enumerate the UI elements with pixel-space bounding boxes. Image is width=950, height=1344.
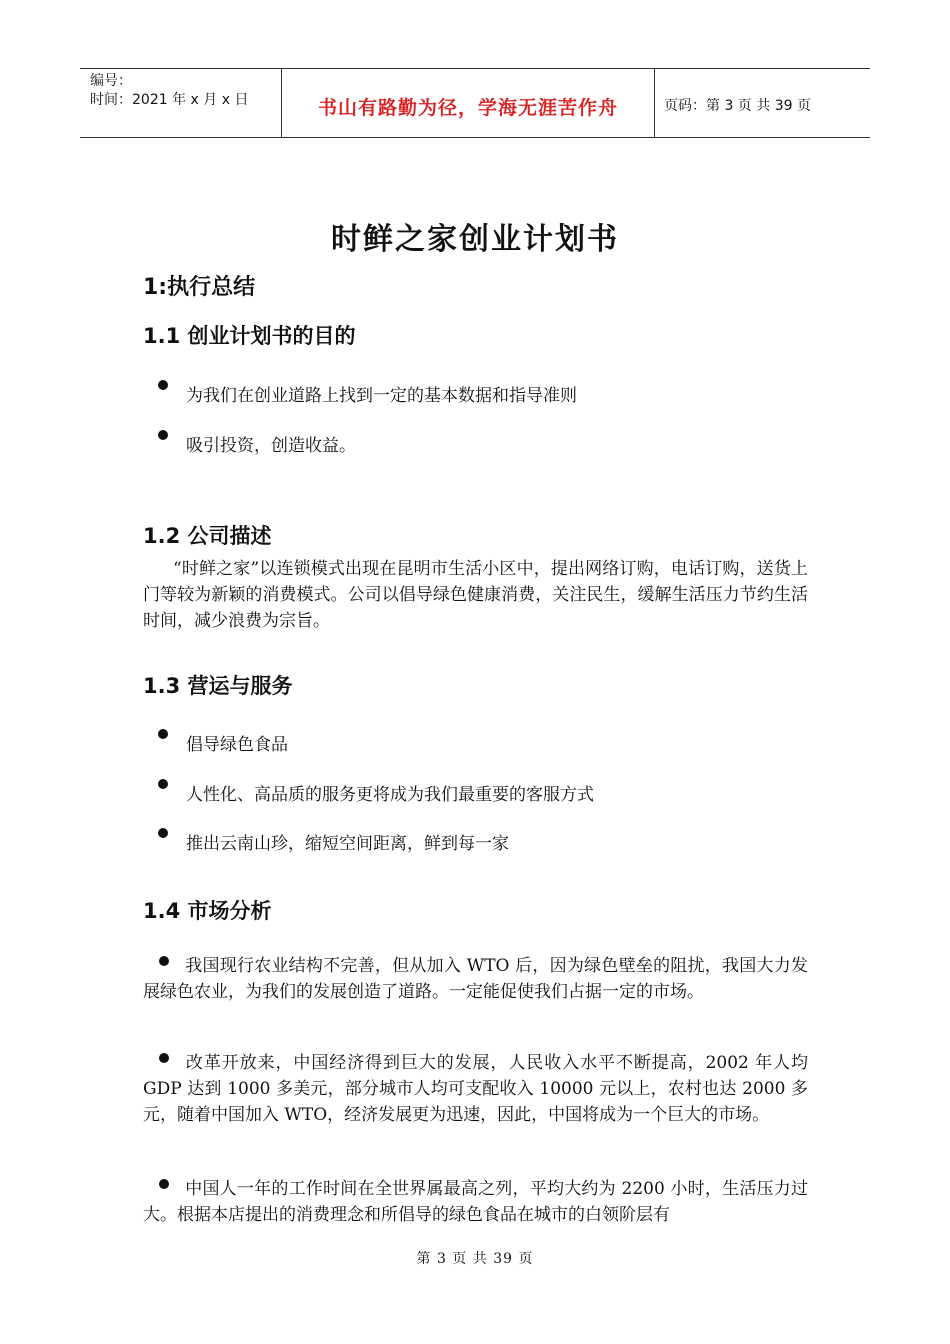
header-motto-cell (281, 69, 655, 137)
time-label: 时间：2021 年 x 月 x 日 (90, 92, 249, 108)
bullet-dot (158, 828, 168, 838)
paragraph-text: “时鲜之家”以连锁模式出现在昆明市生活小区中，提出网络订购，电话订购，送货上门等较为新颖的消费模式。公司以倡导绿色健康消费，关注民生，缓解生活压力节约生活时间，减少浪费为宗旨。 (143, 559, 808, 631)
bullet-dot (159, 1179, 169, 1189)
bullet-dot (158, 779, 168, 789)
bullet-dot (158, 380, 168, 390)
motto-text: 书山有路勤为径，学海无涯苦作舟 (317, 97, 618, 119)
page-header (80, 68, 870, 138)
paragraph-text: 我国现行农业结构不完善，但从加入 WTO 后，因为绿色壁垒的阻扰，我国大力发展绿色农业，为我们的发展创造了道路。一定能促使我们占据一定的市场。 (143, 956, 808, 1002)
page-footer: 第 3 页 共 39 页 (416, 1251, 534, 1267)
subsection-heading-1-4: 1.4 市场分析 (143, 899, 272, 923)
header-meta-cell (80, 69, 281, 137)
market-paragraph-2 (143, 1050, 808, 1128)
number-label: 编号： (90, 73, 132, 89)
list-item: 倡导绿色食品 (186, 735, 288, 755)
list-item: 推出云南山珍，缩短空间距离，鲜到每一家 (186, 834, 509, 854)
paragraph-text: 改革开放来，中国经济得到巨大的发展，人民收入水平不断提高，2002 年人均 GDP 达到 1000 多美元，部分城市人均可支配收入 10000 元以上，农村也达 2000 多元，随着中国加入 WTO，经济发展更为迅速，因此，中国将成为一个巨大的市场。 (143, 1053, 808, 1125)
list-item: 人性化、高品质的服务更将成为我们最重要的客服方式 (186, 785, 594, 805)
document-title: 时鲜之家创业计划书 (331, 222, 619, 257)
section-heading: 1:执行总结 (143, 275, 256, 300)
bullet-dot (158, 430, 168, 440)
bullet-dot (159, 956, 169, 966)
paragraph-text: 中国人一年的工作时间在全世界属最高之列，平均大约为 2200 小时，生活压力过大。根据本店提出的消费理念和所倡导的绿色食品在城市的白领阶层有 (143, 1179, 808, 1225)
market-paragraph-1 (143, 953, 808, 1005)
list-item: 为我们在创业道路上找到一定的基本数据和指导准则 (186, 386, 577, 406)
bullet-dot (158, 729, 168, 739)
list-item: 吸引投资，创造收益。 (186, 436, 356, 456)
page-info: 页码：第 3 页 共 39 页 (664, 98, 811, 114)
header-page-cell (654, 69, 870, 137)
market-paragraph-3 (143, 1176, 808, 1228)
subsection-heading-1-2: 1.2 公司描述 (143, 524, 272, 548)
company-description-paragraph (143, 556, 808, 634)
subsection-heading-1-1: 1.1 创业计划书的目的 (143, 324, 356, 348)
bullet-dot (159, 1053, 169, 1063)
subsection-heading-1-3: 1.3 营运与服务 (143, 674, 293, 698)
